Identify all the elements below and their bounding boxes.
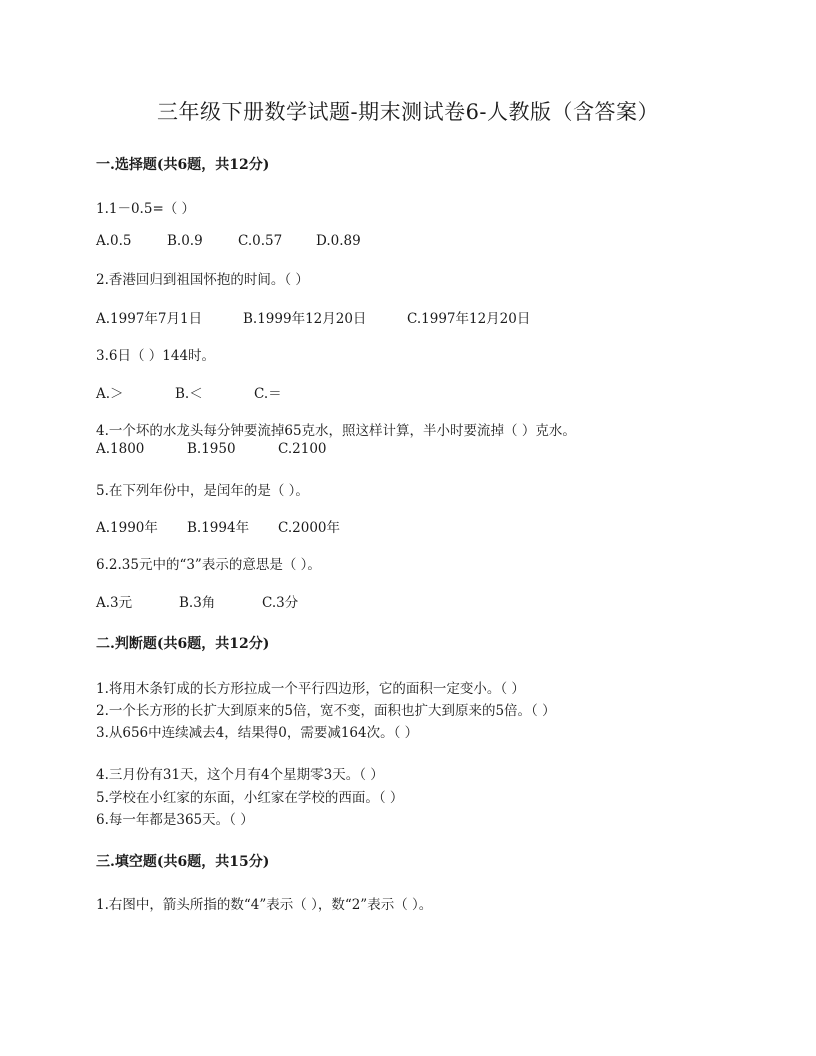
option-c: C.2100 xyxy=(278,441,327,457)
option-c: C.＝ xyxy=(254,386,282,402)
option-a: A.＞ xyxy=(96,386,124,402)
option-c: C.3分 xyxy=(262,595,299,611)
option-a: A.1990年 xyxy=(96,520,158,536)
statement-text: 1.将用木条钉成的长方形拉成一个平行四边形，它的面积一定变小。（ ） xyxy=(96,681,525,697)
question-text: 3.6日（ ）144时。 xyxy=(96,348,216,364)
question-text: 1.1－0.5=（ ） xyxy=(96,201,196,217)
section-heading-judgement: 二.判断题(共6题，共12分) xyxy=(96,636,270,652)
option-d: D.0.89 xyxy=(316,233,361,249)
option-a: A.1997年7月1日 xyxy=(96,311,203,327)
option-a: A.0.5 xyxy=(96,233,132,249)
section-heading-choice: 一.选择题(共6题，共12分) xyxy=(96,157,270,173)
statement-text: 4.三月份有31天，这个月有4个星期零3天。（ ） xyxy=(96,767,384,783)
question-text: 5.在下列年份中，是闰年的是（ ）。 xyxy=(96,483,309,499)
option-c: C.1997年12月20日 xyxy=(407,311,531,327)
option-b: B.1999年12月20日 xyxy=(243,311,367,327)
question-text: 2.香港回归到祖国怀抱的时间。（ ） xyxy=(96,272,309,288)
option-b: B.0.9 xyxy=(167,233,203,249)
statement-text: 3.从656中连续减去4，结果得0，需要减164次。（ ） xyxy=(96,725,419,741)
statement-text: 2.一个长方形的长扩大到原来的5倍，宽不变，面积也扩大到原来的5倍。（ ） xyxy=(96,703,556,719)
option-b: B.1994年 xyxy=(187,520,250,536)
option-b: B.＜ xyxy=(175,386,203,402)
option-b: B.1950 xyxy=(187,441,236,457)
question-text: 4.一个坏的水龙头每分钟要流掉65克水，照这样计算，半小时要流掉（ ）克水。 xyxy=(96,423,576,439)
option-a: A.3元 xyxy=(96,595,133,611)
option-c: C.0.57 xyxy=(238,233,283,249)
option-b: B.3角 xyxy=(179,595,216,611)
section-heading-fill: 三.填空题(共6题，共15分) xyxy=(96,854,270,870)
statement-text: 6.每一年都是365天。（ ） xyxy=(96,812,254,828)
statement-text: 5.学校在小红家的东面，小红家在学校的西面。（ ） xyxy=(96,790,404,806)
page-title: 三年级下册数学试题-期末测试卷6-人教版（含答案） xyxy=(156,100,660,124)
option-a: A.1800 xyxy=(96,441,145,457)
question-text: 1.右图中，箭头所指的数“4”表示（ ），数“2”表示（ ）。 xyxy=(96,897,433,913)
question-text: 6.2.35元中的“3”表示的意思是（ ）。 xyxy=(96,557,321,573)
option-c: C.2000年 xyxy=(278,520,340,536)
